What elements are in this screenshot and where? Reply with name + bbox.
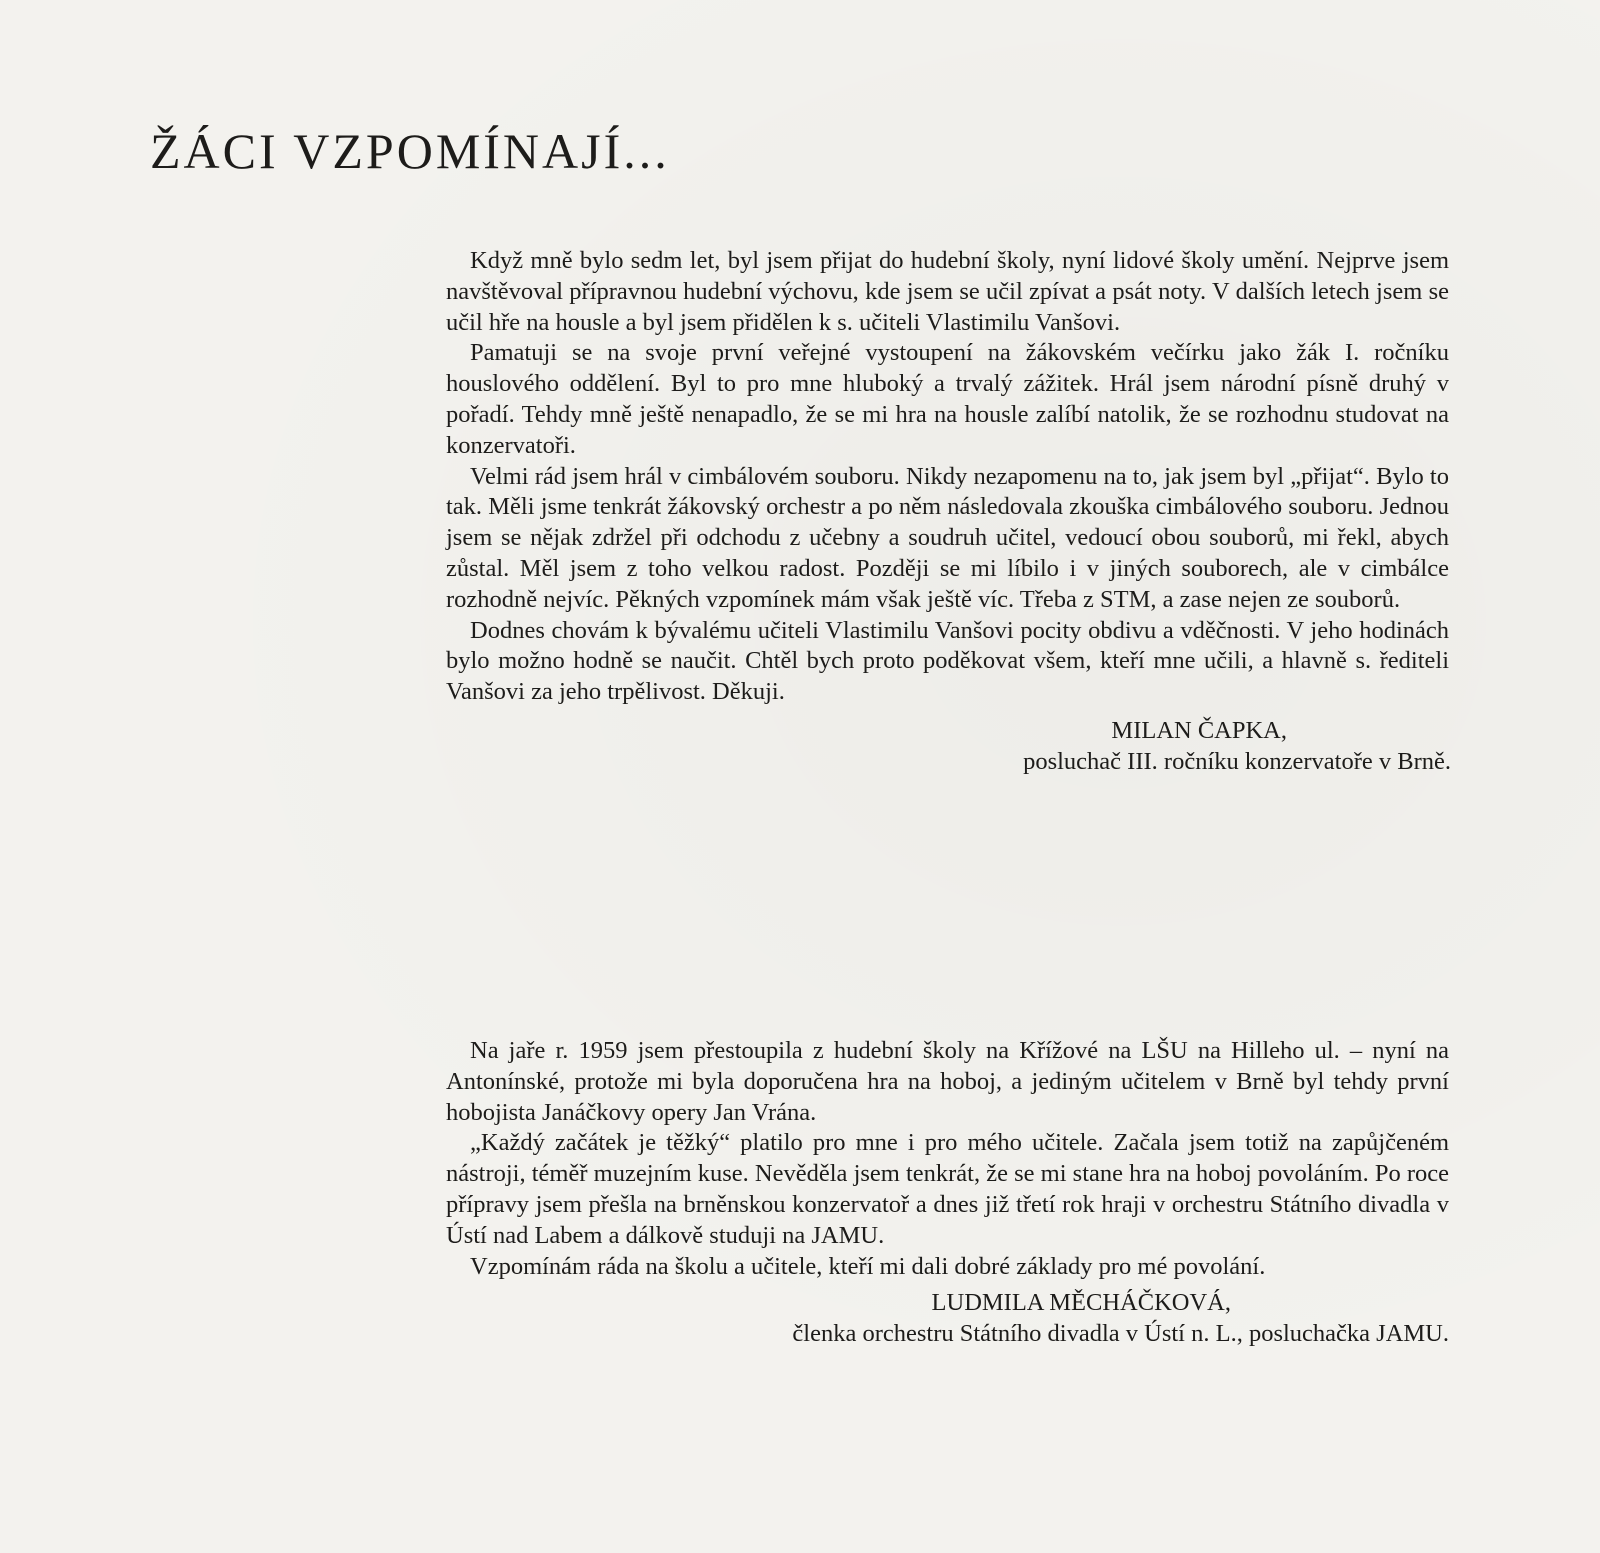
author-name: MILAN ČAPKA, — [1111, 716, 1287, 744]
memoir-paragraph: Když mně bylo sedm let, byl jsem přijat do hudební školy, nyní lidové školy umění. Nejprve jsem navštěvoval přípravnou hudební výchovu, kde jsem se učil zpívat a psát noty. V dalších letech jsem se učil hře na housle a byl jsem přidělen k s. učiteli Vlastimilu Vanšovi. — [446, 247, 1449, 336]
author-role: posluchač III. ročníku konzervatoře v Brně. — [1023, 747, 1451, 775]
memoir-paragraph: Velmi rád jsem hrál v cimbálovém souboru. Nikdy nezapomenu na to, jak jsem byl „přijat“. Bylo to tak. Měli jsme tenkrát žákovský orchestr a po něm následovala zkouška cimbálového souboru. Jednou jsem se nějak zdržel při odchodu z učebny a soudruh učitel, vedoucí obou souborů, mi řekl, abych zůstal. Měl jsem z toho velkou radost. Později se mi líbilo i v jiných souborech, ale v cimbálce rozhodně nejvíc. Pěkných vzpomínek mám však ještě víc. Třeba z STM, a zase nejen ze souborů. — [446, 462, 1449, 613]
author-role: členka orchestru Státního divadla v Ústí n. L., posluchačka JAMU. — [792, 1320, 1449, 1348]
memoir-paragraph: Dodnes chovám k bývalému učiteli Vlastimilu Vanšovi pocity obdivu a vděčnosti. V jeho hodinách bylo možno hodně se naučit. Chtěl bych proto poděkovat všem, kteří mne učili, a hlavně s. řediteli Vanšovi za jeho trpělivost. Děkuji. — [446, 616, 1449, 706]
memoir-paragraph: Vzpomínám ráda na školu a učitele, kteří mi dali dobré základy pro mé povolání. — [470, 1252, 1266, 1280]
memoir-capka — [446, 246, 1449, 778]
memoir-paragraph: Na jaře r. 1959 jsem přestoupila z hudební školy na Křížové na LŠU na Hilleho ul. – nyní na Antonínské, protože mi byla doporučena hra na hoboj, a jediným učitelem v Brně byl tehdy první hobojista Janáčkovy opery Jan Vrána. — [446, 1037, 1449, 1126]
memoir-paragraph: „Každý začátek je těžký“ platilo pro mne i pro mého učitele. Začala jsem totiž na zapůjčeném nástroji, téměř muzejním kuse. Nevěděla jsem tenkrát, že se mi stane hra na hoboj povoláním. Po roce přípravy jsem přešla na brněnskou konzervatoř a dnes již třetí rok hraji v orchestru Státního divadla v Ústí nad Labem a dálkově studuji na JAMU. — [446, 1129, 1449, 1249]
memoir-mechackova — [446, 1036, 1449, 1350]
memoir-paragraph: Pamatuji se na svoje první veřejné vystoupení na žákovském večírku jako žák I. ročníku houslového oddělení. Byl to pro mne hluboký a trvalý zážitek. Hrál jsem národní písně druhý v pořadí. Tehdy mně ještě nenapadlo, že se mi hra na housle zalíbí natolik, že se rozhodnu studovat na konzervatoři. — [446, 339, 1449, 459]
author-name: LUDMILA MĚCHÁČKOVÁ, — [931, 1289, 1231, 1317]
page-title: ŽÁCI VZPOMÍNAJÍ... — [150, 123, 670, 179]
